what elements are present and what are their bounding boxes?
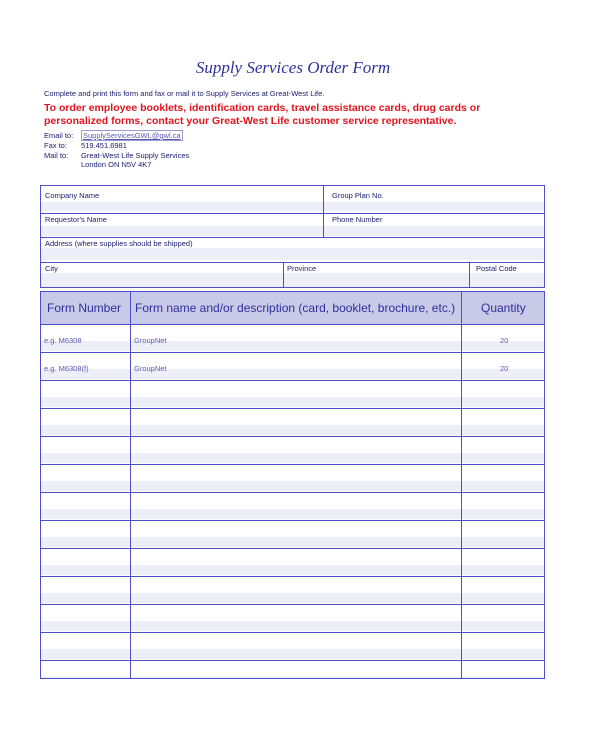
phone-number-field[interactable]: Phone Number (332, 215, 383, 224)
row-separator (41, 548, 544, 549)
item-row[interactable] (41, 565, 544, 575)
requestor-name-field[interactable]: Requestor's Name (45, 215, 107, 224)
sample-form-number-2: e.g. M6308(f) (44, 364, 89, 373)
row-separator (41, 632, 544, 633)
mail-label: Mail to: (44, 150, 69, 160)
row-separator (41, 408, 544, 409)
sample-name-1: GroupNet (134, 336, 167, 345)
column-quantity: Quantity (481, 301, 526, 315)
sample-name-2: GroupNet (134, 364, 167, 373)
row-separator (41, 352, 544, 353)
item-row[interactable] (41, 649, 544, 659)
row-separator (41, 492, 544, 493)
email-label: Email to: (44, 131, 74, 140)
item-row[interactable] (41, 425, 544, 435)
item-row[interactable] (41, 369, 544, 379)
postal-code-field[interactable]: Postal Code (476, 264, 517, 273)
item-row[interactable] (41, 341, 544, 351)
item-row[interactable] (41, 453, 544, 463)
form-warning: To order employee booklets, identification cards, travel assistance cards, drug cards or personalized forms, contact your Great-West Life customer service representative. (44, 102, 481, 127)
items-table (40, 291, 545, 679)
company-name-field[interactable]: Company Name (45, 191, 100, 200)
province-field[interactable]: Province (287, 264, 317, 273)
city-field[interactable]: City (45, 264, 58, 273)
contact-block (44, 131, 189, 170)
item-row[interactable] (41, 481, 544, 491)
form-title: Supply Services Order Form (195, 58, 391, 77)
email-link[interactable]: SupplyServicesGWL@gwl.ca (83, 131, 181, 140)
sample-quantity-1: 20 (500, 336, 509, 345)
mail-address-line1: Great-West Life Supply Services (81, 150, 190, 160)
requestor-info-box (40, 185, 545, 288)
item-row[interactable] (41, 509, 544, 519)
column-form-number: Form Number (47, 301, 122, 315)
address-field[interactable]: Address (where supplies should be shipped) (45, 239, 193, 248)
item-row[interactable] (41, 537, 544, 547)
group-plan-no-field[interactable]: Group Plan No. (332, 191, 384, 200)
column-description: Form name and/or description (card, booklet, brochure, etc.) (135, 301, 456, 315)
items-table-header (41, 292, 544, 325)
row-separator (41, 436, 544, 437)
sample-form-number-1: e.g. M6308 (44, 336, 82, 345)
row-separator (41, 520, 544, 521)
row-separator (41, 604, 544, 605)
row-separator (41, 660, 544, 661)
item-row[interactable] (41, 397, 544, 407)
fax-label: Fax to: (44, 141, 67, 150)
fax-number: 519.451.6981 (81, 141, 127, 150)
row-separator (41, 464, 544, 465)
item-row[interactable] (41, 677, 544, 679)
row-separator (41, 576, 544, 577)
row-separator (41, 380, 544, 381)
sample-quantity-2: 20 (500, 364, 509, 373)
mail-address-line2: London ON N5V 4K7 (81, 160, 152, 169)
item-row[interactable] (41, 621, 544, 631)
item-row[interactable] (41, 593, 544, 603)
form-intro: Complete and print this form and fax or mail it to Supply Services at Great-West Life. (44, 89, 325, 98)
